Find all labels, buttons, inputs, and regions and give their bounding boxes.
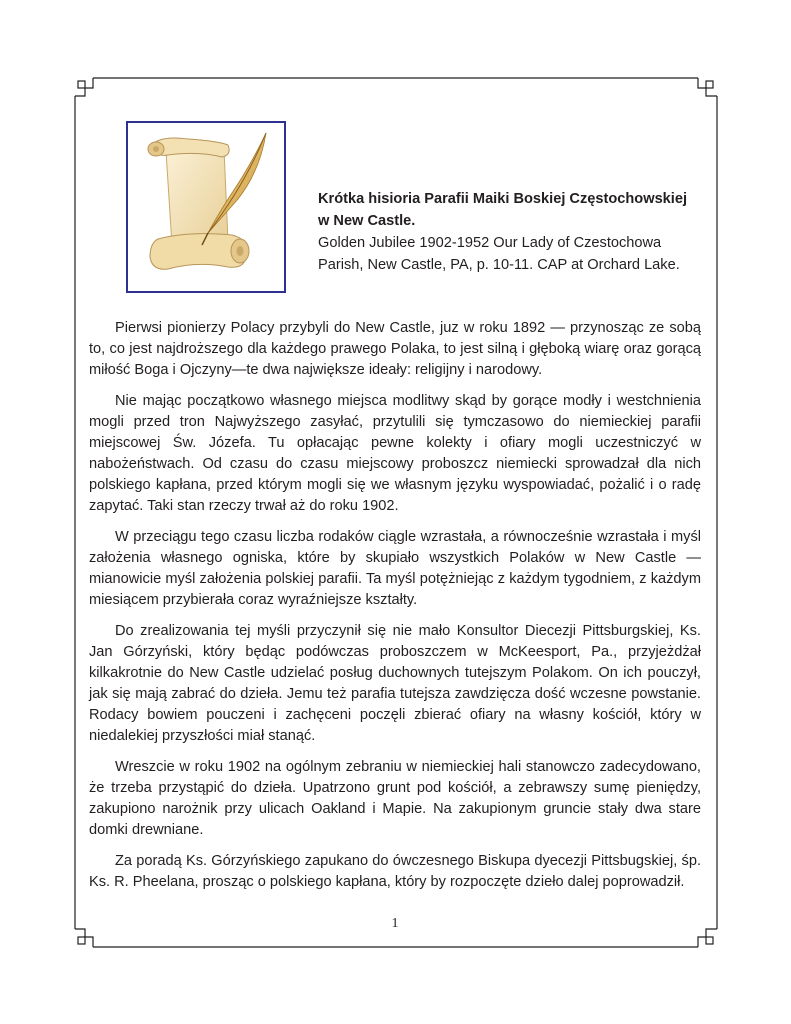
paragraph: Do zrealizowania tej myśli przyczynił się nie mało Konsultor Diecezji Pittsburgskiej, Ks. Jan Górzyński, który będąc podówczas proboszczem w McKeesport, Pa., przyjeżdżał kilkakrotnie do New Castle udzielać posług duchownych tutejszym Polakom. On ich pouczył, jak się mają zabrać do dzieła. Jemu też parafia tutejsza zawdzięcza dość wczesne powstanie. Rodacy bowiem pouczeni i zachęceni poczęli zbierać ofiary na własny kościół, który w niedalekiej przyszłości miał stanąć. (89, 623, 701, 744)
page-number: 1 (391, 916, 399, 931)
title-line-2: w New Castle. (318, 213, 416, 229)
paragraph: Za poradą Ks. Górzyńskiego zapukano do ówczesnego Biskupa dyecezji Pittsbugskiej, śp. Ks. R. Pheelana, prosząc o polskiego kapłana, który by rozpoczęte dzieło dalej poprowadził. (89, 853, 701, 890)
paragraph: W przeciągu tego czasu liczba rodaków ciągle wzrastała, a równocześnie wzrastała i myśl założenia własnego ogniska, które by skupiało wszystkich Polaków w New Castle — mianowicie myśl założenia polskiej parafii. Ta myśl potężniejąc z każdym tygodniem, z każdym miesiącem przybierała coraz wyraźniejsze kształty. (89, 529, 701, 608)
body-text (89, 318, 701, 903)
source-line-2: Parish, New Castle, PA, p. 10-11. CAP at Orchard Lake. (318, 257, 680, 273)
paragraph: Wreszcie w roku 1902 na ogólnym zebraniu w niemieckiej hali stanowczo zadecydowano, że trzeba przystąpić do dzieła. Upatrzono grunt pod kościół, a zebrawszy sumę pieniędzy, zakupiono narożnik przy ulicach Oakland i Mapie. Na zakupionym gruncie stały dwa stare domki drewniane. (89, 759, 701, 838)
title-line-1: Krótka hisioria Parafii Maiki Boskiej Częstochowskiej (318, 191, 688, 207)
scroll-illustration (126, 121, 286, 293)
paragraph: Nie mając początkowo własnego miejsca modlitwy skąd by gorące modły i westchnienia mogli przed tron Najwyższego zasyłać, przytulili się tymczasowo do niemieckiej parafii miejscowej Św. Józefa. Tu opłacając pewne kolekty i ofiary mogli uczestniczyć w nabożeństwach. Od czasu do czasu miejscowy proboszcz niemiecki sprowadzał dla nich polskiego kapłana, przed którym mogli się we własnym języku wyspowiadać, pożalić i o radę zapytać. Taki stan rzeczy trwał aż do roku 1902. (89, 393, 701, 514)
document-heading (318, 188, 718, 276)
paragraph: Pierwsi pionierzy Polacy przybyli do New Castle, juz w roku 1892 — przynosząc ze sobą to, co jest najdroższego dla każdego prawego Polaka, to jest silną i głęboką wiarę oraz gorącą miłość Boga i Ojczyny—te dwa największe ideały: religijny i narodowy. (89, 320, 701, 378)
source-line-1: Golden Jubilee 1902-1952 Our Lady of Czestochowa (318, 235, 662, 251)
scroll-and-quill-icon (128, 123, 284, 291)
